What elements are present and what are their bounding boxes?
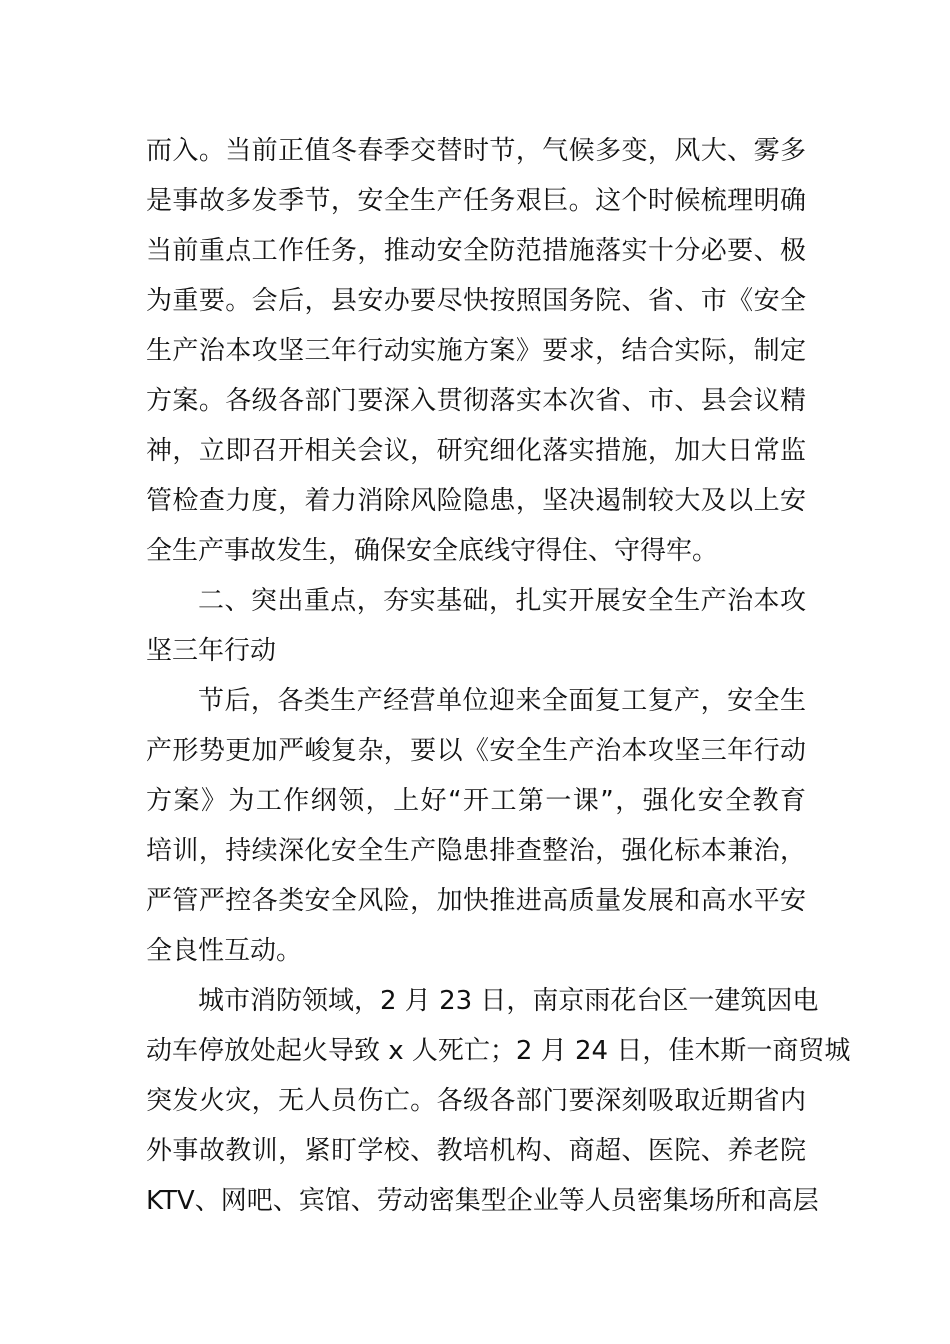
text-line: 当前重点工作任务，推动安全防范措施落实十分必要、极 <box>146 236 806 266</box>
text-line: 全良性互动。 <box>146 936 303 966</box>
text-line: 节后，各类生产经营单位迎来全面复工复产，安全生 <box>198 686 806 716</box>
text-line: 动车停放处起火导致 x 人死亡；2 月 24 日，佳木斯一商贸城 <box>146 1036 851 1066</box>
text-line: 而入。当前正值冬春季交替时节，气候多变，风大、雾多 <box>146 136 806 166</box>
document-body <box>146 126 851 1226</box>
text-line: 方案》为工作纲领，上好“开工第一课”，强化安全教育 <box>146 786 806 816</box>
text-line: 严管严控各类安全风险，加快推进高质量发展和高水平安 <box>146 886 806 916</box>
text-line: 为重要。会后，县安办要尽快按照国务院、省、市《安全 <box>146 286 806 316</box>
section-heading-line: 二、突出重点，夯实基础，扎实开展安全生产治本攻 <box>198 586 806 616</box>
text-line: 神，立即召开相关会议，研究细化落实措施，加大日常监 <box>146 436 806 466</box>
text-line: 是事故多发季节，安全生产任务艰巨。这个时候梳理明确 <box>146 186 806 216</box>
text-line: 全生产事故发生，确保安全底线守得住、守得牢。 <box>146 536 719 566</box>
text-line: 突发火灾，无人员伤亡。各级各部门要深刻吸取近期省内 <box>146 1086 806 1116</box>
text-line: 城市消防领域，2 月 23 日，南京雨花台区一建筑因电 <box>198 986 819 1016</box>
text-line: 生产治本攻坚三年行动实施方案》要求，结合实际，制定 <box>146 336 806 366</box>
text-line: 管检查力度，着力消除风险隐患，坚决遏制较大及以上安 <box>146 486 806 516</box>
section-heading-line: 坚三年行动 <box>146 636 277 666</box>
text-line: 外事故教训，紧盯学校、教培机构、商超、医院、养老院 <box>146 1136 806 1166</box>
text-line: KTV、网吧、宾馆、劳动密集型企业等人员密集场所和高层 <box>146 1186 819 1216</box>
text-line: 产形势更加严峻复杂，要以《安全生产治本攻坚三年行动 <box>146 736 806 766</box>
text-line: 培训，持续深化安全生产隐患排查整治，强化标本兼治， <box>146 836 806 866</box>
text-line: 方案。各级各部门要深入贯彻落实本次省、市、县会议精 <box>146 386 806 416</box>
